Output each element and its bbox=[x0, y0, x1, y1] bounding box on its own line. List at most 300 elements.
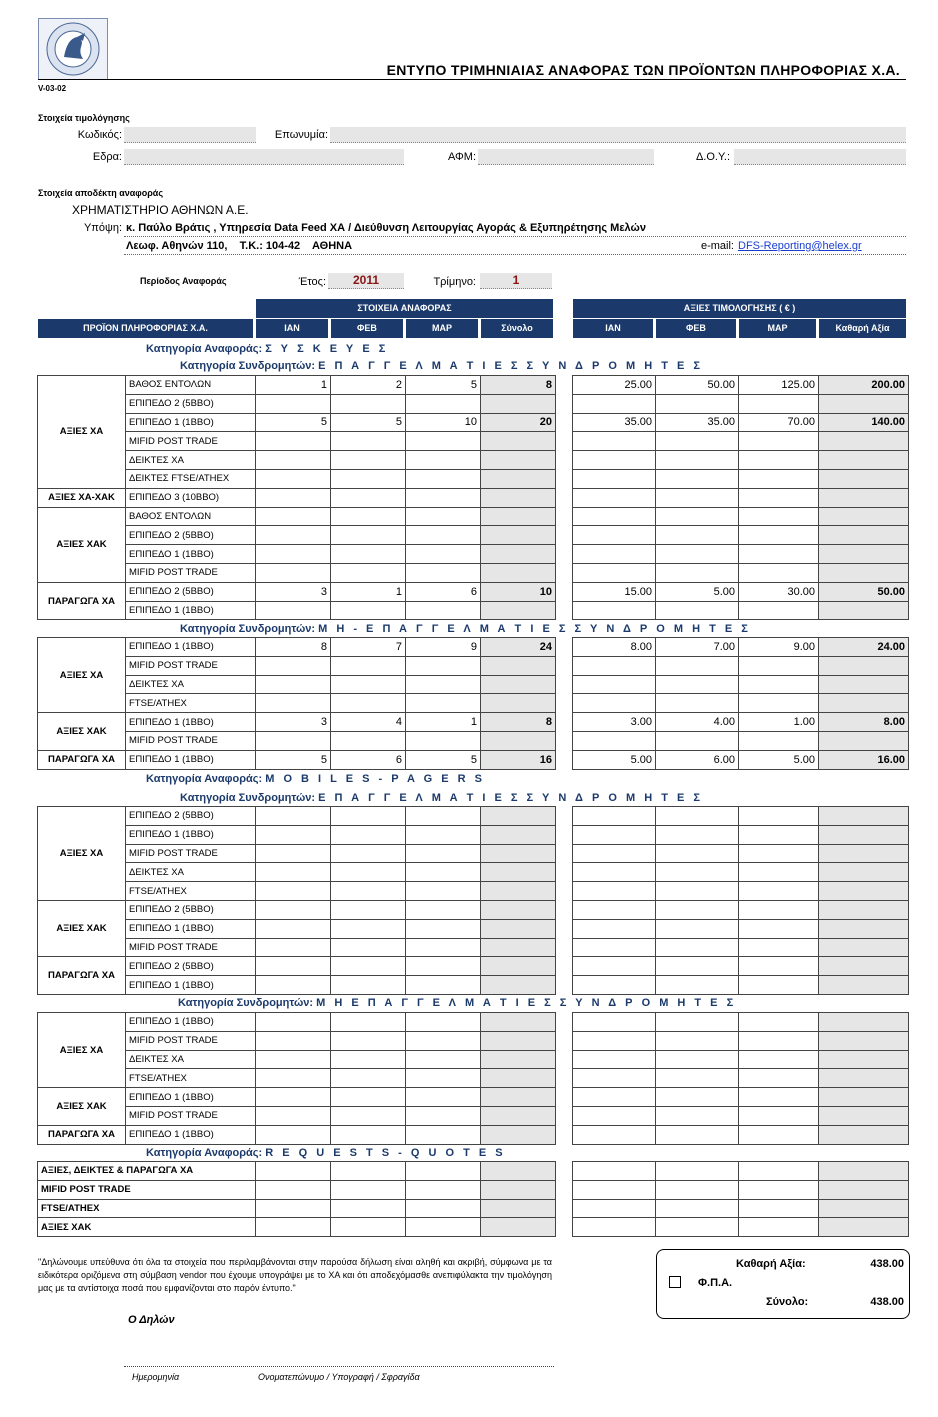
table-row bbox=[38, 638, 909, 657]
column-gap bbox=[556, 1013, 573, 1032]
value-feb-cell[interactable] bbox=[656, 1180, 739, 1199]
qty-feb-cell[interactable] bbox=[331, 694, 406, 713]
product-item-label: ΒΑΘΟΣ ΕΝΤΟΛΩΝ bbox=[126, 507, 256, 526]
qty-feb-cell[interactable] bbox=[331, 844, 406, 863]
qty-jan-cell[interactable] bbox=[256, 1069, 331, 1088]
value-jan-cell[interactable] bbox=[573, 507, 656, 526]
value-jan-cell[interactable]: 5.00 bbox=[573, 750, 656, 769]
value-mar-cell[interactable] bbox=[739, 488, 819, 507]
qty-mar-cell[interactable] bbox=[406, 1088, 481, 1107]
product-item-label: ΒΑΘΟΣ ΕΝΤΟΛΩΝ bbox=[126, 376, 256, 395]
value-feb-cell[interactable] bbox=[656, 825, 739, 844]
qty-feb-cell[interactable] bbox=[331, 432, 406, 451]
qty-mar-cell[interactable] bbox=[406, 1013, 481, 1032]
billing-group-header: ΑΞΙΕΣ ΤΙΜΟΛΟΓΗΣΗΣ ( € ) bbox=[573, 299, 906, 318]
qty-jan-cell[interactable] bbox=[256, 1199, 331, 1218]
value-mar-cell[interactable] bbox=[739, 675, 819, 694]
value-mar-cell[interactable]: 9.00 bbox=[739, 638, 819, 657]
qty-feb-cell[interactable] bbox=[331, 1125, 406, 1144]
jan-qty-header: ΙΑΝ bbox=[256, 319, 328, 338]
qty-feb-cell[interactable] bbox=[331, 675, 406, 694]
qty-mar-cell[interactable]: 5 bbox=[406, 750, 481, 769]
value-jan-cell[interactable] bbox=[573, 1218, 656, 1237]
qty-jan-cell[interactable] bbox=[256, 900, 331, 919]
qty-mar-cell[interactable] bbox=[406, 1050, 481, 1069]
value-mar-cell[interactable] bbox=[739, 919, 819, 938]
qty-mar-cell[interactable] bbox=[406, 1106, 481, 1125]
value-jan-cell[interactable] bbox=[573, 957, 656, 976]
seat-field[interactable] bbox=[124, 149, 404, 165]
value-jan-cell[interactable] bbox=[573, 1088, 656, 1107]
qty-mar-cell[interactable] bbox=[406, 432, 481, 451]
value-feb-cell[interactable]: 5.00 bbox=[656, 582, 739, 601]
qty-feb-cell[interactable] bbox=[331, 526, 406, 545]
qty-mar-cell[interactable] bbox=[406, 526, 481, 545]
value-feb-cell[interactable] bbox=[656, 545, 739, 564]
value-feb-cell[interactable] bbox=[656, 1218, 739, 1237]
qty-mar-cell[interactable] bbox=[406, 1199, 481, 1218]
qty-feb-cell[interactable] bbox=[331, 488, 406, 507]
value-jan-cell[interactable] bbox=[573, 694, 656, 713]
qty-jan-cell[interactable]: 1 bbox=[256, 376, 331, 395]
value-feb-cell[interactable] bbox=[656, 900, 739, 919]
value-feb-cell[interactable] bbox=[656, 1125, 739, 1144]
recipient-company: ΧΡΗΜΑΤΙΣΤΗΡΙΟ ΑΘΗΝΩΝ Α.Ε. bbox=[72, 203, 249, 217]
qty-feb-cell[interactable] bbox=[331, 1013, 406, 1032]
qty-feb-cell[interactable] bbox=[331, 731, 406, 750]
value-feb-cell[interactable] bbox=[656, 844, 739, 863]
value-mar-cell[interactable] bbox=[739, 656, 819, 675]
value-mar-cell[interactable] bbox=[739, 469, 819, 488]
qty-mar-cell[interactable] bbox=[406, 507, 481, 526]
value-jan-cell[interactable] bbox=[573, 394, 656, 413]
value-jan-cell[interactable] bbox=[573, 900, 656, 919]
value-mar-cell[interactable]: 5.00 bbox=[739, 750, 819, 769]
value-mar-cell[interactable] bbox=[739, 863, 819, 882]
value-jan-cell[interactable] bbox=[573, 656, 656, 675]
table-row bbox=[38, 488, 909, 507]
qty-feb-cell[interactable] bbox=[331, 656, 406, 675]
column-gap bbox=[556, 938, 573, 957]
qty-feb-cell[interactable] bbox=[331, 507, 406, 526]
qty-jan-cell[interactable] bbox=[256, 1013, 331, 1032]
value-feb-cell[interactable] bbox=[656, 1013, 739, 1032]
value-feb-cell[interactable]: 35.00 bbox=[656, 413, 739, 432]
qty-feb-cell[interactable]: 5 bbox=[331, 413, 406, 432]
vat-checkbox[interactable] bbox=[669, 1276, 681, 1288]
qty-mar-cell[interactable] bbox=[406, 919, 481, 938]
value-feb-cell[interactable] bbox=[656, 938, 739, 957]
qty-jan-cell[interactable] bbox=[256, 1031, 331, 1050]
value-feb-cell[interactable] bbox=[656, 1050, 739, 1069]
value-jan-cell[interactable] bbox=[573, 825, 656, 844]
net-value-header: Καθαρή Αξία bbox=[819, 319, 906, 338]
product-item-label: ΔΕΙΚΤΕΣ ΧΑ bbox=[126, 675, 256, 694]
qty-mar-cell[interactable] bbox=[406, 825, 481, 844]
qty-mar-cell[interactable]: 9 bbox=[406, 638, 481, 657]
company-name-field[interactable] bbox=[330, 127, 906, 143]
qty-mar-cell[interactable] bbox=[406, 469, 481, 488]
value-jan-cell[interactable] bbox=[573, 882, 656, 901]
value-jan-cell[interactable] bbox=[573, 1031, 656, 1050]
qty-feb-cell[interactable] bbox=[331, 1088, 406, 1107]
qty-mar-cell[interactable]: 5 bbox=[406, 376, 481, 395]
qty-feb-cell[interactable] bbox=[331, 394, 406, 413]
value-mar-cell[interactable] bbox=[739, 807, 819, 826]
value-jan-cell[interactable] bbox=[573, 919, 656, 938]
qty-mar-cell[interactable] bbox=[406, 731, 481, 750]
value-feb-cell[interactable]: 7.00 bbox=[656, 638, 739, 657]
qty-feb-cell[interactable] bbox=[331, 1069, 406, 1088]
value-feb-cell[interactable] bbox=[656, 863, 739, 882]
qty-feb-cell[interactable]: 2 bbox=[331, 376, 406, 395]
qty-jan-cell[interactable]: 8 bbox=[256, 638, 331, 657]
column-gap bbox=[556, 825, 573, 844]
value-jan-cell[interactable]: 15.00 bbox=[573, 582, 656, 601]
qty-jan-cell[interactable] bbox=[256, 1106, 331, 1125]
qty-total-cell bbox=[481, 526, 556, 545]
qty-mar-cell[interactable] bbox=[406, 957, 481, 976]
value-mar-cell[interactable] bbox=[739, 1069, 819, 1088]
qty-mar-cell[interactable] bbox=[406, 656, 481, 675]
value-jan-cell[interactable]: 25.00 bbox=[573, 376, 656, 395]
qty-mar-cell[interactable]: 10 bbox=[406, 413, 481, 432]
value-mar-cell[interactable] bbox=[739, 957, 819, 976]
value-feb-cell[interactable] bbox=[656, 807, 739, 826]
value-jan-cell[interactable]: 8.00 bbox=[573, 638, 656, 657]
qty-jan-cell[interactable] bbox=[256, 1162, 331, 1181]
value-feb-cell[interactable] bbox=[656, 675, 739, 694]
value-feb-cell[interactable] bbox=[656, 563, 739, 582]
column-gap bbox=[556, 1218, 573, 1237]
product-item-label: MIFID POST TRADE bbox=[126, 432, 256, 451]
value-jan-cell[interactable] bbox=[573, 1069, 656, 1088]
value-mar-cell[interactable]: 1.00 bbox=[739, 713, 819, 732]
qty-mar-cell[interactable] bbox=[406, 451, 481, 470]
value-jan-cell[interactable] bbox=[573, 938, 656, 957]
value-feb-cell[interactable] bbox=[656, 656, 739, 675]
qty-jan-cell[interactable] bbox=[256, 863, 331, 882]
value-mar-cell[interactable] bbox=[739, 451, 819, 470]
value-feb-cell[interactable] bbox=[656, 488, 739, 507]
value-jan-cell[interactable] bbox=[573, 731, 656, 750]
qty-mar-cell[interactable] bbox=[406, 1125, 481, 1144]
qty-mar-cell[interactable] bbox=[406, 545, 481, 564]
value-jan-cell[interactable] bbox=[573, 675, 656, 694]
quarter-field[interactable]: 1 bbox=[480, 273, 552, 289]
value-jan-cell[interactable] bbox=[573, 1180, 656, 1199]
value-jan-cell[interactable] bbox=[573, 1199, 656, 1218]
value-mar-cell[interactable] bbox=[739, 694, 819, 713]
value-mar-cell[interactable] bbox=[739, 1031, 819, 1050]
value-mar-cell[interactable] bbox=[739, 507, 819, 526]
table-row bbox=[38, 976, 909, 995]
qty-feb-cell[interactable] bbox=[331, 601, 406, 620]
qty-feb-cell[interactable] bbox=[331, 451, 406, 470]
product-header: ΠΡΟΪΟΝ ΠΛΗΡΟΦΟΡΙΑΣ Χ.Α. bbox=[38, 319, 253, 338]
mobiles-pro-table bbox=[37, 806, 909, 995]
value-feb-cell[interactable] bbox=[656, 507, 739, 526]
value-jan-cell[interactable] bbox=[573, 1050, 656, 1069]
qty-jan-cell[interactable] bbox=[256, 938, 331, 957]
qty-feb-cell[interactable] bbox=[331, 825, 406, 844]
product-group-label: ΑΞΙΕΣ ΧΑΚ bbox=[38, 900, 126, 956]
product-group-label: ΑΞΙΕΣ ΧΑ bbox=[38, 638, 126, 713]
qty-jan-cell[interactable] bbox=[256, 394, 331, 413]
qty-jan-cell[interactable] bbox=[256, 731, 331, 750]
value-jan-cell[interactable] bbox=[573, 563, 656, 582]
doy-field[interactable] bbox=[734, 149, 906, 165]
product-item-label: ΕΠΙΠΕΔΟ 1 (1ΒΒΟ) bbox=[126, 919, 256, 938]
value-mar-cell[interactable]: 30.00 bbox=[739, 582, 819, 601]
email-link[interactable]: DFS-Reporting@helex.gr bbox=[738, 240, 862, 252]
qty-jan-cell[interactable] bbox=[256, 1125, 331, 1144]
qty-jan-cell[interactable] bbox=[256, 957, 331, 976]
qty-total-cell bbox=[481, 432, 556, 451]
value-feb-cell[interactable] bbox=[656, 1162, 739, 1181]
value-jan-cell[interactable] bbox=[573, 863, 656, 882]
qty-mar-cell[interactable] bbox=[406, 900, 481, 919]
value-mar-cell[interactable] bbox=[739, 825, 819, 844]
qty-mar-cell[interactable] bbox=[406, 394, 481, 413]
qty-jan-cell[interactable] bbox=[256, 675, 331, 694]
value-mar-cell[interactable] bbox=[739, 1199, 819, 1218]
qty-jan-cell[interactable] bbox=[256, 1050, 331, 1069]
qty-mar-cell[interactable]: 6 bbox=[406, 582, 481, 601]
qty-jan-cell[interactable] bbox=[256, 976, 331, 995]
qty-feb-cell[interactable] bbox=[331, 938, 406, 957]
value-mar-cell[interactable] bbox=[739, 731, 819, 750]
value-jan-cell[interactable]: 35.00 bbox=[573, 413, 656, 432]
value-mar-cell[interactable] bbox=[739, 563, 819, 582]
column-gap bbox=[556, 413, 573, 432]
qty-jan-cell[interactable] bbox=[256, 601, 331, 620]
qty-mar-cell[interactable] bbox=[406, 844, 481, 863]
qty-mar-cell[interactable] bbox=[406, 694, 481, 713]
qty-feb-cell[interactable]: 4 bbox=[331, 713, 406, 732]
value-feb-cell[interactable] bbox=[656, 1088, 739, 1107]
qty-feb-cell[interactable] bbox=[331, 807, 406, 826]
qty-feb-cell[interactable] bbox=[331, 563, 406, 582]
value-jan-cell[interactable] bbox=[573, 1125, 656, 1144]
qty-feb-cell[interactable] bbox=[331, 957, 406, 976]
value-feb-cell[interactable] bbox=[656, 394, 739, 413]
value-feb-cell[interactable] bbox=[656, 694, 739, 713]
code-field[interactable] bbox=[124, 127, 256, 143]
value-feb-cell[interactable]: 50.00 bbox=[656, 376, 739, 395]
qty-feb-cell[interactable] bbox=[331, 545, 406, 564]
qty-jan-cell[interactable] bbox=[256, 451, 331, 470]
qty-feb-cell[interactable] bbox=[331, 1050, 406, 1069]
column-gap bbox=[556, 545, 573, 564]
product-group-label: ΠΑΡΑΓΩΓΑ ΧΑ bbox=[38, 750, 126, 769]
value-feb-cell[interactable] bbox=[656, 432, 739, 451]
subscribers-nonpro-caption-1: Κατηγορία Συνδρομητών: Μ Η - Ε Π Α Γ Γ Ε Λ Μ Α Τ Ι Ε Σ Σ Υ Ν Δ Ρ Ο Μ Η Τ Ε Σ bbox=[180, 623, 751, 635]
value-feb-cell[interactable] bbox=[656, 601, 739, 620]
qty-feb-cell[interactable] bbox=[331, 1199, 406, 1218]
value-mar-cell[interactable] bbox=[739, 882, 819, 901]
qty-jan-cell[interactable]: 3 bbox=[256, 713, 331, 732]
qty-feb-cell[interactable] bbox=[331, 1218, 406, 1237]
qty-jan-cell[interactable] bbox=[256, 507, 331, 526]
value-feb-cell[interactable] bbox=[656, 919, 739, 938]
value-feb-cell[interactable] bbox=[656, 957, 739, 976]
qty-feb-cell[interactable] bbox=[331, 882, 406, 901]
net-value-cell bbox=[819, 1013, 909, 1032]
value-mar-cell[interactable] bbox=[739, 1106, 819, 1125]
value-jan-cell[interactable] bbox=[573, 1162, 656, 1181]
value-mar-cell[interactable] bbox=[739, 1088, 819, 1107]
qty-feb-cell[interactable]: 1 bbox=[331, 582, 406, 601]
value-feb-cell[interactable] bbox=[656, 731, 739, 750]
qty-feb-cell[interactable] bbox=[331, 919, 406, 938]
qty-feb-cell[interactable]: 6 bbox=[331, 750, 406, 769]
value-mar-cell[interactable] bbox=[739, 526, 819, 545]
column-gap bbox=[556, 601, 573, 620]
value-jan-cell[interactable] bbox=[573, 469, 656, 488]
net-value-cell bbox=[819, 1125, 909, 1144]
qty-mar-cell[interactable] bbox=[406, 563, 481, 582]
qty-jan-cell[interactable] bbox=[256, 694, 331, 713]
qty-jan-cell[interactable] bbox=[256, 563, 331, 582]
qty-mar-cell[interactable] bbox=[406, 601, 481, 620]
qty-jan-cell[interactable] bbox=[256, 919, 331, 938]
qty-jan-cell[interactable] bbox=[256, 1088, 331, 1107]
value-feb-cell[interactable] bbox=[656, 526, 739, 545]
qty-jan-cell[interactable] bbox=[256, 882, 331, 901]
qty-feb-cell[interactable] bbox=[331, 863, 406, 882]
qty-jan-cell[interactable] bbox=[256, 1180, 331, 1199]
qty-jan-cell[interactable] bbox=[256, 656, 331, 675]
value-mar-cell[interactable] bbox=[739, 1180, 819, 1199]
qty-jan-cell[interactable] bbox=[256, 488, 331, 507]
value-feb-cell[interactable] bbox=[656, 882, 739, 901]
qty-mar-cell[interactable] bbox=[406, 1162, 481, 1181]
year-field[interactable]: 2011 bbox=[328, 273, 404, 289]
qty-jan-cell[interactable] bbox=[256, 844, 331, 863]
qty-mar-cell[interactable]: 1 bbox=[406, 713, 481, 732]
qty-jan-cell[interactable] bbox=[256, 807, 331, 826]
product-item-label: MIFID POST TRADE bbox=[126, 731, 256, 750]
value-mar-cell[interactable]: 125.00 bbox=[739, 376, 819, 395]
net-value-cell bbox=[819, 919, 909, 938]
product-item-label: MIFID POST TRADE bbox=[126, 1031, 256, 1050]
value-mar-cell[interactable] bbox=[739, 938, 819, 957]
qty-mar-cell[interactable] bbox=[406, 1031, 481, 1050]
qty-jan-cell[interactable] bbox=[256, 545, 331, 564]
qty-feb-cell[interactable]: 7 bbox=[331, 638, 406, 657]
value-feb-cell[interactable] bbox=[656, 469, 739, 488]
value-mar-cell[interactable] bbox=[739, 601, 819, 620]
qty-mar-cell[interactable] bbox=[406, 938, 481, 957]
value-mar-cell[interactable] bbox=[739, 1125, 819, 1144]
qty-feb-cell[interactable] bbox=[331, 1180, 406, 1199]
product-item-label: ΕΠΙΠΕΔΟ 1 (1ΒΒΟ) bbox=[126, 750, 256, 769]
qty-mar-cell[interactable] bbox=[406, 675, 481, 694]
value-jan-cell[interactable] bbox=[573, 1106, 656, 1125]
value-jan-cell[interactable] bbox=[573, 488, 656, 507]
qty-mar-cell[interactable] bbox=[406, 1180, 481, 1199]
mar-value-header: ΜΑΡ bbox=[739, 319, 816, 338]
value-mar-cell[interactable] bbox=[739, 1013, 819, 1032]
column-gap bbox=[556, 563, 573, 582]
value-feb-cell[interactable] bbox=[656, 1069, 739, 1088]
value-jan-cell[interactable] bbox=[573, 451, 656, 470]
value-jan-cell[interactable] bbox=[573, 844, 656, 863]
qty-feb-cell[interactable] bbox=[331, 1031, 406, 1050]
value-jan-cell[interactable] bbox=[573, 1013, 656, 1032]
value-mar-cell[interactable] bbox=[739, 1162, 819, 1181]
value-mar-cell[interactable] bbox=[739, 432, 819, 451]
value-jan-cell[interactable] bbox=[573, 807, 656, 826]
qty-mar-cell[interactable] bbox=[406, 488, 481, 507]
qty-mar-cell[interactable] bbox=[406, 1069, 481, 1088]
column-gap bbox=[556, 1031, 573, 1050]
value-feb-cell[interactable] bbox=[656, 976, 739, 995]
qty-jan-cell[interactable]: 5 bbox=[256, 750, 331, 769]
subscribers-pro-caption-2: Κατηγορία Συνδρομητών: Ε Π Α Γ Γ Ε Λ Μ Α Τ Ι Ε Σ Σ Υ Ν Δ Ρ Ο Μ Η Τ Ε Σ bbox=[180, 792, 703, 804]
table-row bbox=[38, 882, 909, 901]
qty-mar-cell[interactable] bbox=[406, 882, 481, 901]
qty-jan-cell[interactable] bbox=[256, 1218, 331, 1237]
value-feb-cell[interactable]: 4.00 bbox=[656, 713, 739, 732]
qty-jan-cell[interactable] bbox=[256, 432, 331, 451]
value-mar-cell[interactable]: 70.00 bbox=[739, 413, 819, 432]
value-mar-cell[interactable] bbox=[739, 900, 819, 919]
table-row bbox=[38, 394, 909, 413]
value-feb-cell[interactable] bbox=[656, 451, 739, 470]
value-jan-cell[interactable] bbox=[573, 601, 656, 620]
value-jan-cell[interactable]: 3.00 bbox=[573, 713, 656, 732]
product-item-label: MIFID POST TRADE bbox=[126, 656, 256, 675]
value-mar-cell[interactable] bbox=[739, 976, 819, 995]
qty-jan-cell[interactable] bbox=[256, 469, 331, 488]
qty-mar-cell[interactable] bbox=[406, 863, 481, 882]
value-jan-cell[interactable] bbox=[573, 432, 656, 451]
value-feb-cell[interactable] bbox=[656, 1106, 739, 1125]
qty-jan-cell[interactable] bbox=[256, 825, 331, 844]
qty-mar-cell[interactable] bbox=[406, 976, 481, 995]
qty-mar-cell[interactable] bbox=[406, 1218, 481, 1237]
qty-total-cell bbox=[481, 507, 556, 526]
value-feb-cell[interactable]: 6.00 bbox=[656, 750, 739, 769]
qty-feb-cell[interactable] bbox=[331, 1162, 406, 1181]
value-jan-cell[interactable] bbox=[573, 526, 656, 545]
value-mar-cell[interactable] bbox=[739, 1218, 819, 1237]
qty-jan-cell[interactable] bbox=[256, 526, 331, 545]
value-mar-cell[interactable] bbox=[739, 394, 819, 413]
afm-field[interactable] bbox=[478, 149, 654, 165]
qty-feb-cell[interactable] bbox=[331, 1106, 406, 1125]
qty-jan-cell[interactable]: 3 bbox=[256, 582, 331, 601]
product-item-label: MIFID POST TRADE bbox=[126, 844, 256, 863]
qty-mar-cell[interactable] bbox=[406, 807, 481, 826]
qty-feb-cell[interactable] bbox=[331, 469, 406, 488]
net-value-cell bbox=[819, 675, 909, 694]
grand-total-label: Σύνολο: bbox=[766, 1296, 809, 1308]
value-feb-cell[interactable] bbox=[656, 1199, 739, 1218]
value-jan-cell[interactable] bbox=[573, 976, 656, 995]
qty-feb-cell[interactable] bbox=[331, 900, 406, 919]
qty-jan-cell[interactable]: 5 bbox=[256, 413, 331, 432]
value-mar-cell[interactable] bbox=[739, 545, 819, 564]
qty-feb-cell[interactable] bbox=[331, 976, 406, 995]
recipient-address: Λεωφ. Αθηνών 110, Τ.Κ.: 104-42 ΑΘΗΝΑ bbox=[126, 240, 353, 252]
value-mar-cell[interactable] bbox=[739, 844, 819, 863]
value-feb-cell[interactable] bbox=[656, 1031, 739, 1050]
value-mar-cell[interactable] bbox=[739, 1050, 819, 1069]
value-jan-cell[interactable] bbox=[573, 545, 656, 564]
